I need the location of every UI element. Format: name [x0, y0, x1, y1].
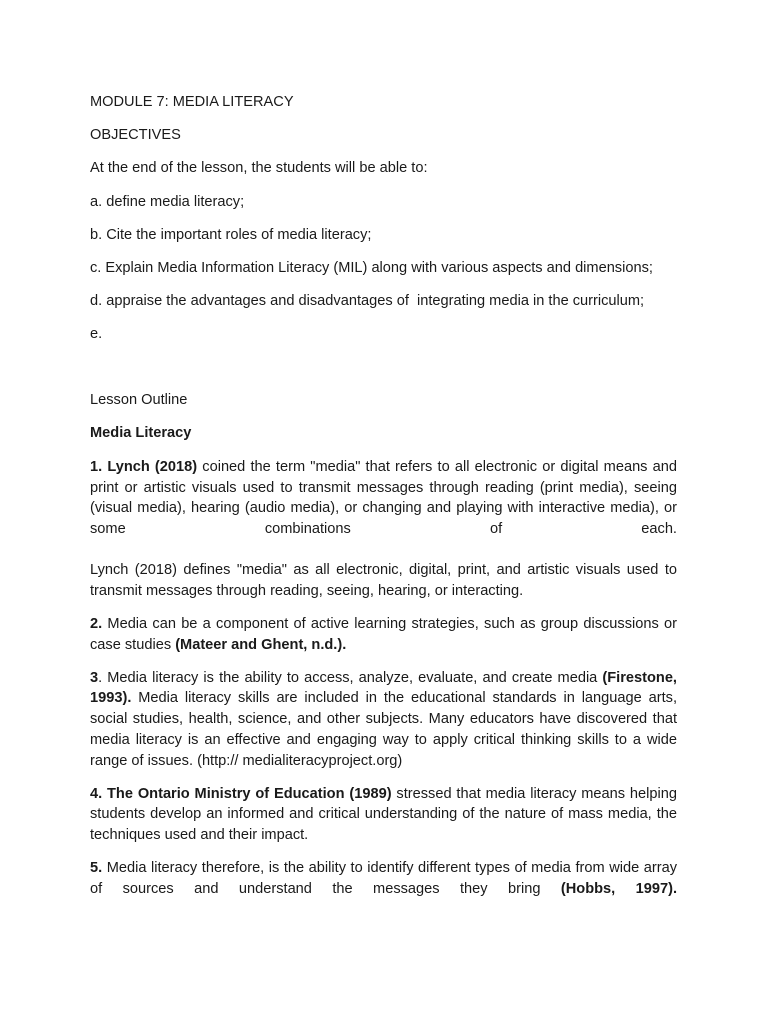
paragraph-1b: Lynch (2018) defines "media" as all electronic, digital, print, and artistic visuals used to transmit messages through reading, seeing, hearing, or interacting.: [90, 562, 677, 600]
objectives-intro: At the end of the lesson, the students will be able to:: [90, 160, 428, 177]
paragraph-1-number: 1. Lynch (2018): [90, 458, 198, 475]
paragraph-5: [90, 858, 677, 899]
paragraph-2-text: Media can be a component of active learning strategies, such as group discussions or case studies: [90, 616, 677, 653]
paragraph-1-blank: [90, 540, 677, 561]
paragraph-3: [90, 668, 677, 772]
objective-d: d. appraise the advantages and disadvantages of integrating media in the curriculum;: [90, 293, 645, 310]
paragraph-3-number: 3: [90, 669, 99, 686]
paragraph-4: [90, 784, 677, 846]
paragraph-4-text: stressed that media literacy means helping students develop an informed and critical understanding of the nature of mass media, the techniques used and their impact.: [90, 785, 677, 843]
paragraph-1: [90, 457, 677, 540]
lesson-outline-heading: Lesson Outline: [90, 391, 188, 408]
blank-gap: [90, 359, 677, 391]
objective-c: c. Explain Media Information Literacy (MIL) along with various aspects and dimensions;: [90, 259, 653, 276]
paragraph-2: [90, 614, 677, 655]
paragraph-3-text-b: Media literacy skills are included in the educational standards in language arts, social studies, health, science, and other subjects. Many educators have discovered that media literacy is an effective and engaging way to apply critical thinking skills to a wide range of issues. (http:// medialiteracyproject.org): [90, 690, 677, 769]
module-title: MODULE 7: MEDIA LITERACY: [90, 94, 294, 110]
paragraph-1-text: coined the term "media" that refers to all electronic or digital means and print or artistic visuals used to transmit messages through reading (print media), seeing (visual media), hearing (audio media), or changing and playing with interactive media), or some combinations of each.: [90, 458, 677, 537]
objective-e: e.: [90, 326, 103, 343]
paragraph-5-number: 5.: [90, 860, 103, 876]
section-heading-media-literacy: Media Literacy: [90, 424, 192, 441]
objective-a: a. define media literacy;: [90, 193, 245, 210]
objectives-heading: OBJECTIVES: [90, 127, 181, 144]
paragraph-3-citation: (Firestone, 1993).: [90, 669, 677, 707]
paragraph-2-number: 2.: [90, 616, 103, 633]
paragraph-5-text: Media literacy therefore, is the ability to identify different types of media from wide array of sources and understand the messages they bring: [90, 860, 677, 897]
paragraph-5-citation: (Hobbs, 1997).: [560, 880, 678, 897]
paragraph-4-number: 4. The Ontario Ministry of Education (1989): [90, 785, 392, 802]
objective-b: b. Cite the important roles of media literacy;: [90, 226, 372, 243]
paragraph-2-citation: (Mateer and Ghent, n.d.).: [175, 636, 347, 653]
paragraph-3-text-a: . Media literacy is the ability to access, analyze, evaluate, and create media: [98, 669, 603, 686]
document-page: [90, 93, 677, 912]
